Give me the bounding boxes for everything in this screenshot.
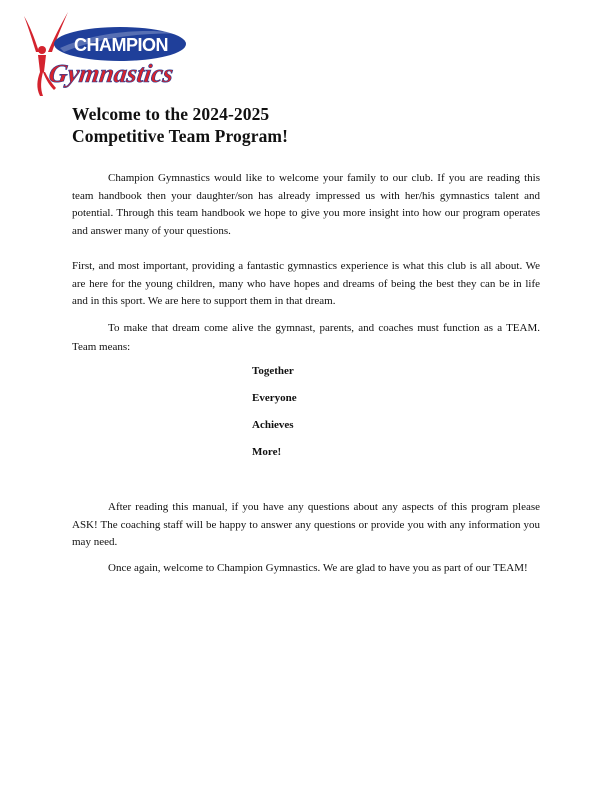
acronym-achieves: Achieves xyxy=(252,419,294,431)
acronym-everyone: Everyone xyxy=(252,392,297,404)
title-line-1: Welcome to the 2024-2025 xyxy=(72,104,270,124)
title-line-2: Competitive Team Program! xyxy=(72,126,289,146)
welcome-paragraph: Champion Gymnastics would like to welcome your family to our club. If you are reading this team handbook then your daughter/son has already impressed us with her/his gymnastics talent and potential. Through this team handbook we hope to give you more insight into how our program operates and answer many of your questions. xyxy=(72,172,540,237)
logo-word-bottom: Gymnastics xyxy=(47,59,176,88)
questions-paragraph: After reading this manual, if you have any questions about any aspects of this program please ASK! The coaching staff will be happy to answer any questions or provide you with any information you may need. xyxy=(72,501,540,548)
team-paragraph: To make that dream come alive the gymnast, parents, and coaches must function as a TEAM. Team means: xyxy=(72,322,540,353)
mission-paragraph: First, and most important, providing a fantastic gymnastics experience is what this club is all about. We are here for the young children, many who have hopes and dreams of being the best they can be in life and in this sport. We are here to support them in that dream. xyxy=(72,260,540,307)
page-title xyxy=(72,103,288,147)
champion-gymnastics-logo xyxy=(20,10,190,100)
closing-paragraph: Once again, welcome to Champion Gymnastics. We are glad to have you as part of our TEAM! xyxy=(108,562,528,574)
acronym-more: More! xyxy=(252,446,282,458)
logo-word-top: CHAMPION xyxy=(74,35,168,55)
acronym-together: Together xyxy=(252,365,294,377)
